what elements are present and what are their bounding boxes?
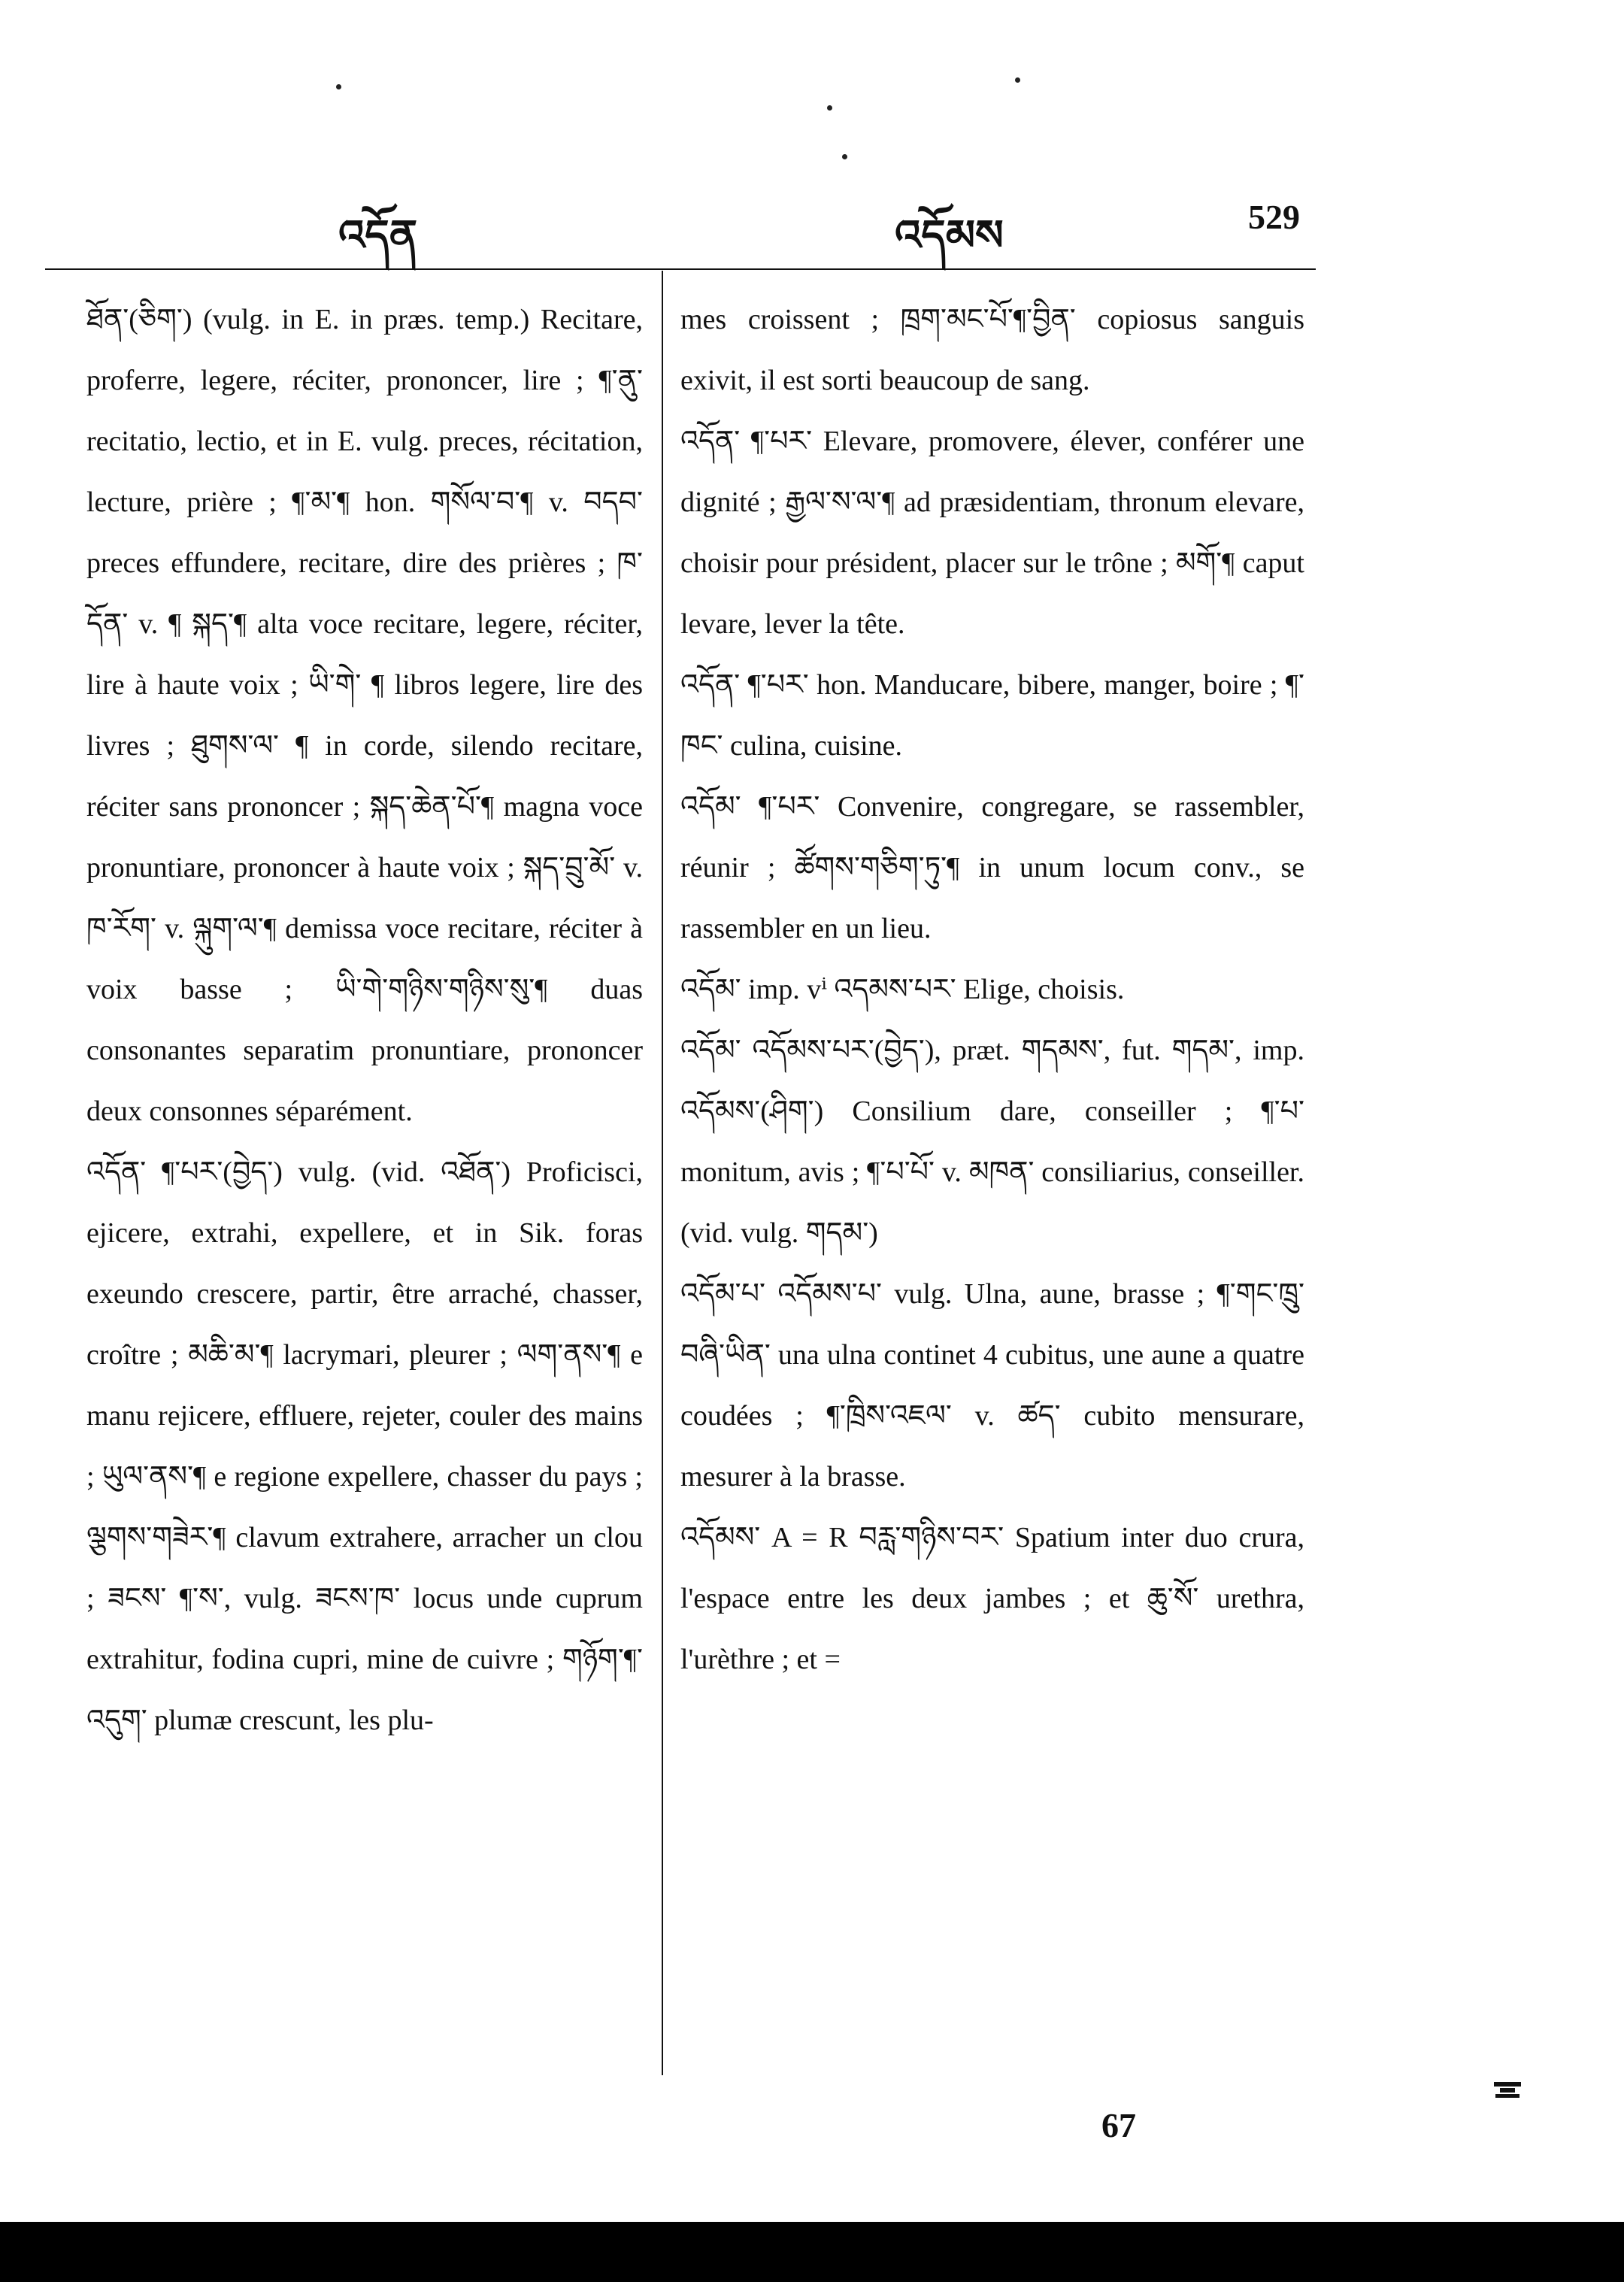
column-rule — [662, 271, 663, 2075]
dictionary-entry: འདོན་ ¶་པར་(བྱེད་) vulg. (vid. འཐོན་) Proficisci, ejicere, extrahi, expellere, et in Sik. foras exeundo crescere, partir, être arraché, chasser, croître ; མཆི་མ་¶ lacrymari, pleurer ; ལག་ནས་¶ e manu rejicere, effluere, rejeter, couler des mains ; ཡུལ་ནས་¶ e regione expellere, chasser du pays ; ལྕགས་གཟེར་¶ clavum extrahere, arracher un clou ; ཟངས་ ¶་ས་, vulg. ཟངས་ཁ་ locus unde cuprum extrahitur, fodina cupri, mine de cuivre ; གཉོག་¶་འདུག་ plumæ crescunt, les plu- — [86, 1156, 643, 1736]
speck — [336, 84, 341, 89]
ornament-icon — [1492, 2079, 1522, 2100]
speck — [827, 105, 832, 111]
header-rule — [45, 268, 1316, 270]
dictionary-entry: འདོམ་ imp. vⁱ འདམས་པར་ Elige, choisis. — [680, 974, 1125, 1005]
dictionary-entry: འདོམ་ འདོམས་པར་(བྱེད་), præt. གདམས་, fut. གདམ་, imp. འདོམས་(ཤིག་) Consilium dare, conseiller ; ¶་པ་ monitum, avis ; ¶་པ་པོ་ v. མཁན་ consiliarius, conseiller. (vid. vulg. གདམ་) — [680, 1035, 1304, 1249]
dictionary-entry: mes croissent ; ཁྲག་མང་པོ་¶་བྱིན་ copiosus sanguis exivit, il est sorti beaucoup de sang. — [680, 304, 1304, 396]
dictionary-entry: འདོན་ ¶་པར་ Elevare, promovere, élever, conférer une dignité ; རྒྱལ་ས་ལ་¶ ad præsidentiam, thronum elevare, choisir pour président, placer sur le trône ; མགོ་¶ caput levare, lever la tête. — [680, 426, 1304, 640]
page-number: 529 — [1248, 198, 1300, 236]
right-column — [680, 289, 1304, 1690]
dictionary-entry: ཐོན་(ཅིག་) (vulg. in E. in præs. temp.) Recitare, proferre, legere, réciter, prononcer, lire ; ¶་ནུ་ recitatio, lectio, et in E. vulg. preces, récitation, lecture, prière ; ¶་མ་¶ hon. གསོལ་བ་¶ v. བདབ་ preces effundere, recitare, dire des prières ; ཁ་དོན་ v. ¶ སྐད་¶ alta voce recitare, legere, réciter, lire à haute voix ; ཡི་གེ་ ¶ libros legere, lire des livres ; ཐུགས་ལ་ ¶ in corde, silendo recitare, réciter sans prononcer ; སྐད་ཆེན་པོ་¶ magna voce pronuntiare, prononcer à haute voix ; སྐད་བྲུ་མོ་ v. ཁ་རོག་ v. ལྐུག་ལ་¶ demissa voce recitare, réciter à voix basse ; ཡི་གེ་གཉིས་གཉིས་སུ་¶ duas consonantes separatim pronuntiare, prononcer deux consonnes séparément. — [86, 304, 643, 1127]
left-column — [86, 289, 643, 1751]
scan-border — [0, 2222, 1624, 2282]
dictionary-entry: འདོན་ ¶་པར་ hon. Manducare, bibere, manger, boire ; ¶་ཁང་ culina, cuisine. — [680, 669, 1304, 762]
dictionary-entry: འདོམ་པ་ འདོམས་པ་ vulg. Ulna, aune, brasse ; ¶་གང་ཁྲུ་བཞི་ཡིན་ una ulna continet 4 cubitus, une aune a quatre coudées ; ¶་ཁྲིས་འཇལ་ v. ཚད་ cubito mensurare, mesurer à la brasse. — [680, 1278, 1304, 1493]
dictionary-entry: འདོམས་ A = R བརླ་གཉིས་བར་ Spatium inter duo crura, l'espace entre les deux jambes ; et ཆུ་སོ་ urethra, l'urèthre ; et = — [680, 1522, 1304, 1675]
signature-mark: 67 — [1101, 2106, 1136, 2144]
speck — [1015, 77, 1020, 83]
running-head-center: འདོམས — [895, 211, 1004, 260]
running-head-left: འདོན — [338, 211, 418, 260]
speck — [842, 154, 847, 159]
dictionary-entry: འདོམ་ ¶་པར་ Convenire, congregare, se rassembler, réunir ; ཚོགས་གཅིག་ཏུ་¶ in unum locum conv., se rassembler en un lieu. — [680, 791, 1304, 944]
